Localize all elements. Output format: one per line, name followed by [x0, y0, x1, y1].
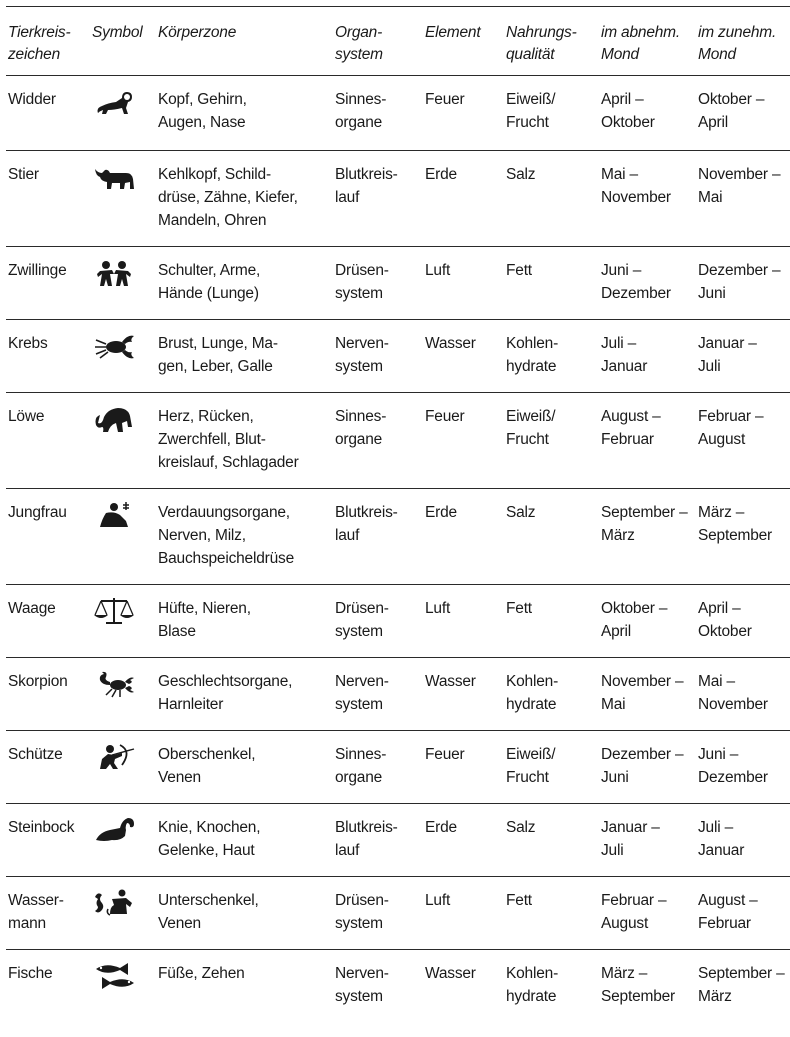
waxing-moon-cell: November – Mai	[698, 166, 781, 206]
element-cell: Feuer	[425, 746, 465, 763]
waning-moon-cell: Dezember – Juni	[601, 746, 684, 786]
aquarius-water-bearer-icon	[92, 887, 138, 919]
waning-moon-cell: Februar – August	[601, 892, 667, 932]
libra-scales-icon	[92, 595, 138, 627]
header-organ-system: Organ- system	[335, 24, 383, 63]
table-row	[6, 151, 790, 246]
gemini-twins-icon	[92, 257, 138, 289]
element-cell: Feuer	[425, 91, 465, 108]
element-cell: Erde	[425, 166, 457, 183]
body-zone-cell: Hüfte, Nieren, Blase	[158, 600, 251, 640]
pisces-fish-icon	[92, 960, 138, 992]
sign-name-cell: Skorpion	[8, 673, 68, 690]
sign-name-cell: Waage	[8, 600, 56, 617]
header-body-zone: Körperzone	[158, 24, 237, 41]
element-cell: Wasser	[425, 335, 476, 352]
food-quality-cell: Kohlen- hydrate	[506, 673, 559, 713]
food-quality-cell: Salz	[506, 819, 536, 836]
waxing-moon-cell: März – September	[698, 504, 773, 544]
virgo-maiden-icon	[92, 499, 138, 531]
taurus-bull-icon	[92, 161, 138, 193]
table-row	[6, 320, 790, 392]
table-row	[6, 804, 790, 876]
organ-system-cell: Drüsen- system	[335, 262, 389, 302]
food-quality-cell: Eiweiß/ Frucht	[506, 91, 556, 131]
body-zone-cell: Unterschenkel, Venen	[158, 892, 259, 932]
sign-name-cell: Schütze	[8, 746, 63, 763]
organ-system-cell: Nerven- system	[335, 335, 389, 375]
zodiac-table	[6, 6, 790, 1022]
body-zone-cell: Knie, Knochen, Gelenke, Haut	[158, 819, 261, 859]
waxing-moon-cell: Mai – November	[698, 673, 768, 713]
body-zone-cell: Kehlkopf, Schild- drüse, Zähne, Kiefer, Mandeln, Ohren	[158, 166, 298, 229]
body-zone-cell: Brust, Lunge, Ma- gen, Leber, Galle	[158, 335, 278, 375]
food-quality-cell: Salz	[506, 166, 536, 183]
waning-moon-cell: August – Februar	[601, 408, 661, 448]
leo-lion-icon	[92, 403, 138, 435]
sign-name-cell: Steinbock	[8, 819, 75, 836]
waning-moon-cell: April – Oktober	[601, 91, 655, 131]
organ-system-cell: Drüsen- system	[335, 600, 389, 640]
element-cell: Erde	[425, 504, 457, 521]
sign-name-cell: Löwe	[8, 408, 45, 425]
sign-name-cell: Stier	[8, 166, 39, 183]
header-waxing-moon: im zunehm. Mond	[698, 24, 777, 63]
scorpio-scorpion-icon	[92, 668, 138, 700]
sign-name-cell: Fische	[8, 965, 53, 982]
element-cell: Luft	[425, 892, 451, 909]
organ-system-cell: Sinnes- organe	[335, 408, 387, 448]
organ-system-cell: Blutkreis- lauf	[335, 504, 398, 544]
waxing-moon-cell: Oktober – April	[698, 91, 765, 131]
table-row	[6, 658, 790, 730]
element-cell: Erde	[425, 819, 457, 836]
aries-ram-icon	[92, 86, 138, 118]
table-row	[6, 76, 790, 150]
waning-moon-cell: März – September	[601, 965, 676, 1005]
header-food-quality: Nahrungs- qualität	[506, 24, 577, 63]
organ-system-cell: Sinnes- organe	[335, 746, 387, 786]
body-zone-cell: Herz, Rücken, Zwerchfell, Blut- kreislauf, Schlagader	[158, 408, 299, 471]
element-cell: Wasser	[425, 965, 476, 982]
body-zone-cell: Verdauungsorgane, Nerven, Milz, Bauchspeicheldrüse	[158, 504, 294, 567]
food-quality-cell: Eiweiß/ Frucht	[506, 408, 556, 448]
sign-name-cell: Widder	[8, 91, 56, 108]
element-cell: Wasser	[425, 673, 476, 690]
body-zone-cell: Oberschenkel, Venen	[158, 746, 256, 786]
body-zone-cell: Geschlechtsorgane, Harnleiter	[158, 673, 293, 713]
sign-name-cell: Krebs	[8, 335, 48, 352]
header-sign: Tierkreis- zeichen	[8, 24, 71, 63]
organ-system-cell: Drüsen- system	[335, 892, 389, 932]
organ-system-cell: Blutkreis- lauf	[335, 819, 398, 859]
body-zone-cell: Schulter, Arme, Hände (Lunge)	[158, 262, 261, 302]
waning-moon-cell: Oktober – April	[601, 600, 668, 640]
waxing-moon-cell: April – Oktober	[698, 600, 752, 640]
organ-system-cell: Nerven- system	[335, 965, 389, 1005]
waxing-moon-cell: Februar – August	[698, 408, 764, 448]
organ-system-cell: Blutkreis- lauf	[335, 166, 398, 206]
table-row	[6, 247, 790, 319]
cancer-crab-icon	[92, 330, 138, 362]
table-body	[6, 75, 790, 1022]
capricorn-ibex-icon	[92, 814, 138, 846]
table-row	[6, 731, 790, 803]
header-element: Element	[425, 24, 481, 41]
food-quality-cell: Salz	[506, 504, 536, 521]
waning-moon-cell: Januar – Juli	[601, 819, 660, 859]
sign-name-cell: Wasser- mann	[8, 892, 64, 932]
food-quality-cell: Kohlen- hydrate	[506, 335, 559, 375]
waxing-moon-cell: Januar – Juli	[698, 335, 757, 375]
header-waning-moon: im abnehm. Mond	[601, 24, 680, 63]
food-quality-cell: Fett	[506, 600, 532, 617]
waning-moon-cell: September – März	[601, 504, 688, 544]
organ-system-cell: Sinnes- organe	[335, 91, 387, 131]
waxing-moon-cell: Juni – Dezember	[698, 746, 768, 786]
food-quality-cell: Eiweiß/ Frucht	[506, 746, 556, 786]
sagittarius-archer-icon	[92, 741, 138, 773]
food-quality-cell: Fett	[506, 892, 532, 909]
header-symbol: Symbol	[92, 24, 143, 41]
organ-system-cell: Nerven- system	[335, 673, 389, 713]
food-quality-cell: Fett	[506, 262, 532, 279]
waxing-moon-cell: August – Februar	[698, 892, 758, 932]
body-zone-cell: Kopf, Gehirn, Augen, Nase	[158, 91, 247, 131]
sign-name-cell: Jungfrau	[8, 504, 67, 521]
table-row	[6, 585, 790, 657]
element-cell: Feuer	[425, 408, 465, 425]
sign-name-cell: Zwillinge	[8, 262, 67, 279]
waning-moon-cell: November – Mai	[601, 673, 684, 713]
element-cell: Luft	[425, 600, 451, 617]
waning-moon-cell: Mai – November	[601, 166, 671, 206]
waning-moon-cell: Juni – Dezember	[601, 262, 671, 302]
waning-moon-cell: Juli – Januar	[601, 335, 648, 375]
table-row	[6, 393, 790, 488]
table-row	[6, 950, 790, 1022]
table-row	[6, 877, 790, 949]
waxing-moon-cell: September – März	[698, 965, 785, 1005]
body-zone-cell: Füße, Zehen	[158, 965, 245, 982]
waxing-moon-cell: Juli – Januar	[698, 819, 745, 859]
waxing-moon-cell: Dezember – Juni	[698, 262, 781, 302]
food-quality-cell: Kohlen- hydrate	[506, 965, 559, 1005]
element-cell: Luft	[425, 262, 451, 279]
table-row	[6, 489, 790, 584]
header-row	[6, 7, 790, 75]
